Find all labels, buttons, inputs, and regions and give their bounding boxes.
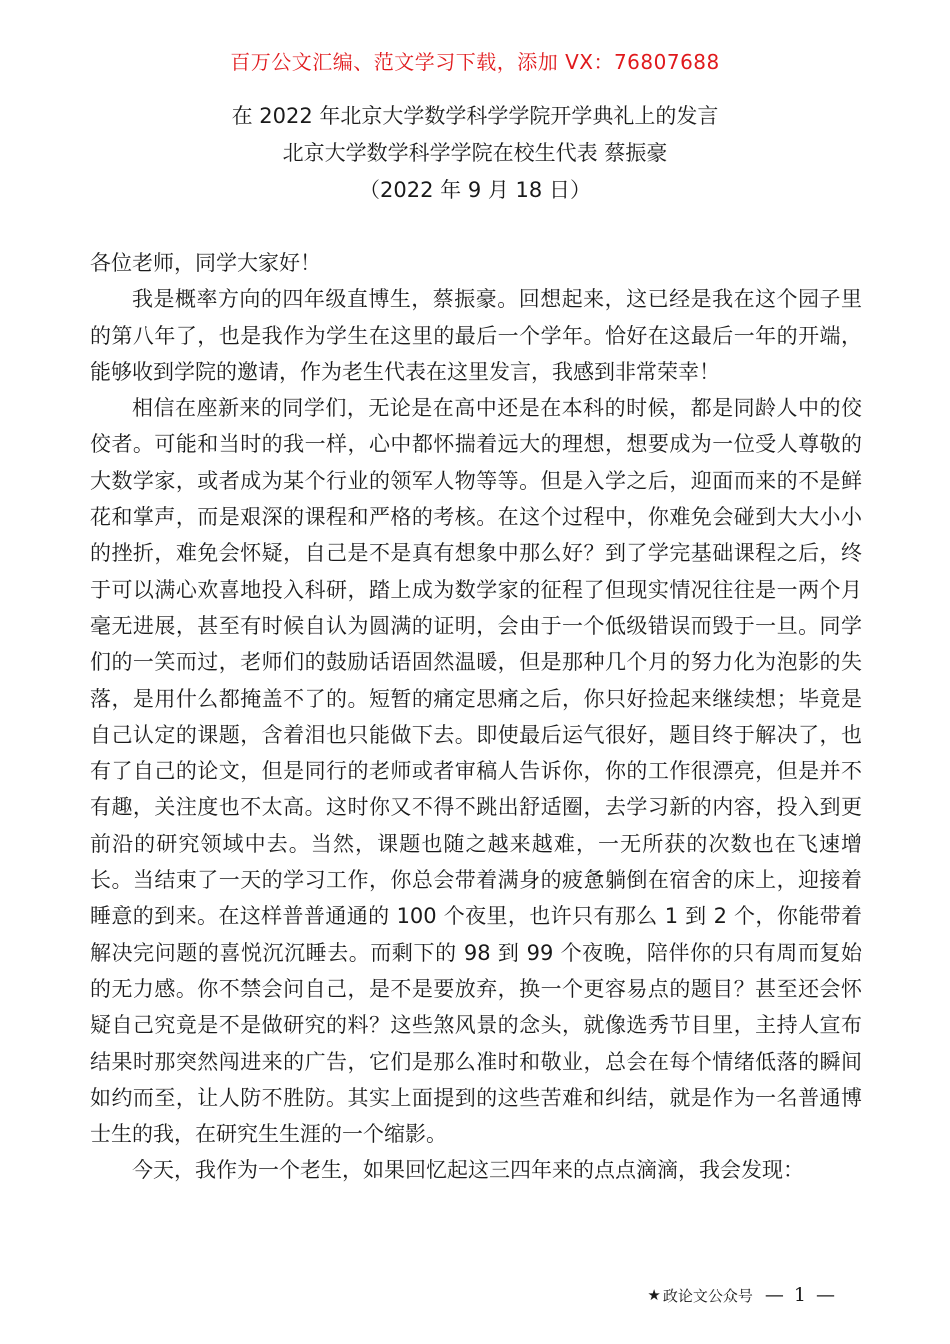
speaker-line: 北京大学数学科学学院在校生代表 蔡振豪	[282, 141, 668, 165]
paragraph: 今天，我作为一个老生，如果回忆起这三四年来的点点滴滴，我会发现：	[132, 1158, 804, 1183]
paragraph: 我是概率方向的四年级直博生，蔡振豪。回想起来，这已经是我在这个园子里的第八年了，也是我作为学生在这里的最后一个学年。恰好在这最后一年的开端，能够收到学院的邀请，作为老生代表在这里发言，我感到非常荣幸！	[90, 287, 862, 384]
page-footer	[647, 1284, 837, 1306]
speech-title: 在 2022 年北京大学数学科学学院开学典礼上的发言	[231, 104, 719, 128]
speech-date: （2022 年 9 月 18 日）	[359, 178, 591, 202]
promo-banner: 百万公文汇编、范文学习下载，添加 VX：76807688	[230, 50, 720, 74]
speech-body	[90, 245, 862, 1189]
title-block	[0, 98, 950, 209]
footer-source: 政论文公众号	[662, 1286, 753, 1305]
star-icon: ★	[647, 1286, 661, 1304]
page-number: — 1 —	[764, 1284, 837, 1306]
greeting: 各位老师，同学大家好！	[90, 251, 321, 275]
paragraph: 相信在座新来的同学们，无论是在高中还是在本科的时候，都是同龄人中的佼佼者。可能和当时的我一样，心中都怀揣着远大的理想，想要成为一位受人尊敬的大数学家，或者成为某个行业的领军人物等等。但是入学之后，迎面而来的不是鲜花和掌声，而是艰深的课程和严格的考核。在这个过程中，你难免会碰到大大小小的挫折，难免会怀疑，自己是不是真有想象中那么好？到了学完基础课程之后，终于可以满心欢喜地投入科研，踏上成为数学家的征程了但现实情况往往是一两个月毫无进展，甚至有时候自认为圆满的证明，会由于一个低级错误而毁于一旦。同学们的一笑而过，老师们的鼓励话语固然温暖，但是那种几个月的努力化为泡影的失落，是用什么都掩盖不了的。短暂的痛定思痛之后，你只好捡起来继续想；毕竟是自己认定的课题，含着泪也只能做下去。即使最后运气很好，题目终于解决了，也有了自己的论文，但是同行的老师或者审稿人告诉你，你的工作很漂亮，但是并不有趣，关注度也不太高。这时你又不得不跳出舒适圈，去学习新的内容，投入到更前沿的研究领域中去。当然，课题也随之越来越难，一无所获的次数也在飞速增长。当结束了一天的学习工作，你总会带着满身的疲惫躺倒在宿舍的床上，迎接着睡意的到来。在这样普普通通的 100 个夜里，也许只有那么 1 到 2 个，你能带着解决完问题的喜悦沉沉睡去。而剩下的 98 到 99 个夜晚，陪伴你的只有周而复始的无力感。你不禁会问自己，是不是要放弃，换一个更容易点的题目？甚至还会怀疑自己究竟是不是做研究的料？这些煞风景的念头，就像选秀节目里，主持人宣布结果时那突然闯进来的广告，它们是那么准时和敬业，总会在每个情绪低落的瞬间如约而至，让人防不胜防。其实上面提到的这些苦难和纠结，就是作为一名普通博士生的我，在研究生生涯的一个缩影。	[90, 396, 862, 1147]
